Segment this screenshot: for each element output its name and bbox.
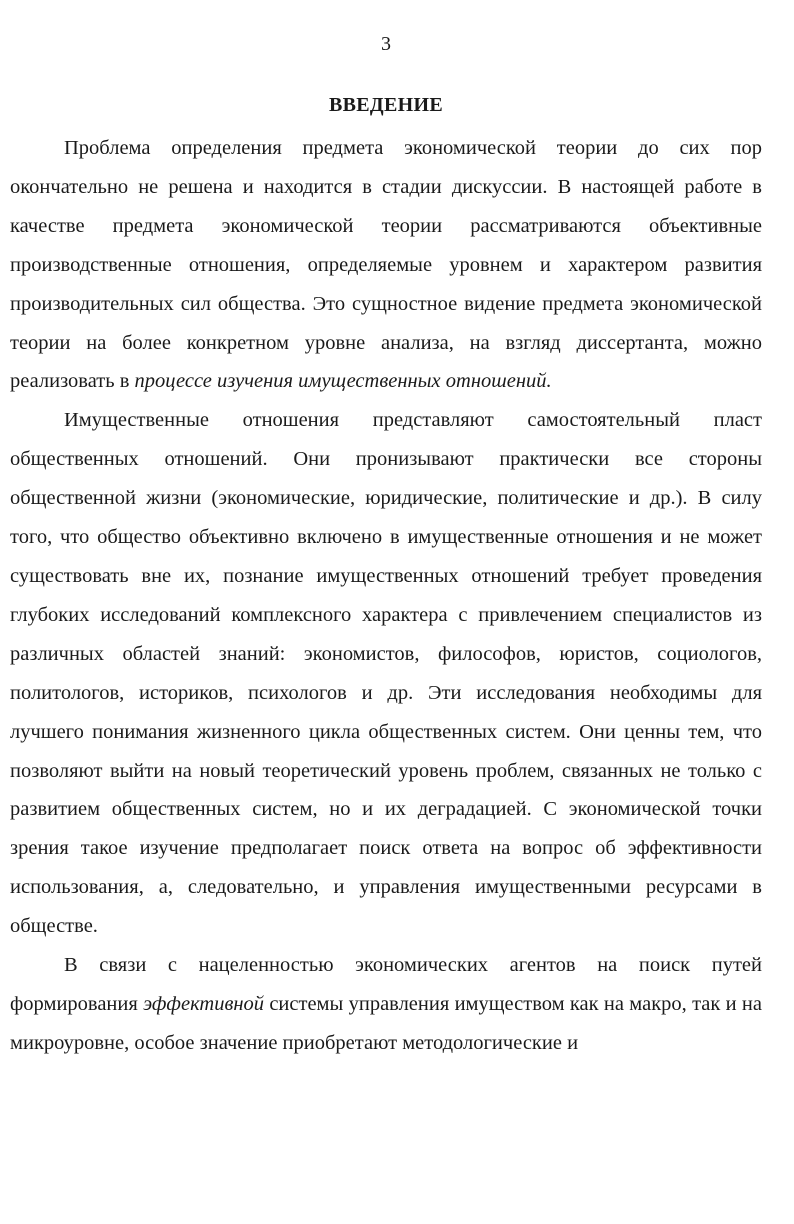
paragraph-2 — [10, 401, 762, 946]
paragraph-2-text: Имущественные отношения представляют самостоятельный пласт общественных отношений. Они пронизывают практически все стороны общественной жизни (экономические, юридические, политические и др.). В силу того, что общество объективно включено в имущественные отношения и не может существовать вне их, познание имущественных отношений требует проведения глубоких исследований комплексного характера с привлечением специалистов из различных областей знаний: экономистов, философов, юристов, социологов, политологов, историков, психологов и др. Эти исследования необходимы для лучшего понимания жизненного цикла общественных систем. Они ценны тем, что позволяют выйти на новый теоретический уровень проблем, связанных не только с развитием общественных систем, но и их деградацией. С экономической точки зрения такое изучение предполагает поиск ответа на вопрос об эффективности использования, а, следовательно, и управления имущественными ресурсами в обществе. — [10, 409, 762, 938]
paragraph-3 — [10, 946, 762, 1063]
page-number: 3 — [381, 33, 391, 55]
paragraph-3-end: системы управления имуществом как на макро, так и на микроуровне, особое значение приобретают методологические и — [10, 992, 763, 1054]
paragraph-1-end: . — [546, 370, 552, 393]
paragraph-3-text: В связи с нацеленностью экономических агентов на поиск путей формирования — [10, 954, 762, 1015]
paragraph-3-emphasis: эффективной — [143, 992, 265, 1015]
paragraph-1-emphasis: процессе изучения имущественных отношений — [134, 370, 547, 393]
paragraph-1-text: Проблема определения предмета экономической теории до сих пор окончательно не решена и находится в стадии дискуссии. В настоящей работе в качестве предмета экономической теории рассматриваются объективные производственные отношения, определяемые уровнем и характером развития производительных сил общества. Это сущностное видение предмета экономической теории на более конкретном уровне анализа, на взгляд диссертанта, можно реализовать в — [10, 137, 762, 393]
paragraph-1 — [10, 129, 762, 401]
section-heading: ВВЕДЕНИЕ — [329, 94, 443, 116]
body-text — [10, 129, 762, 1063]
